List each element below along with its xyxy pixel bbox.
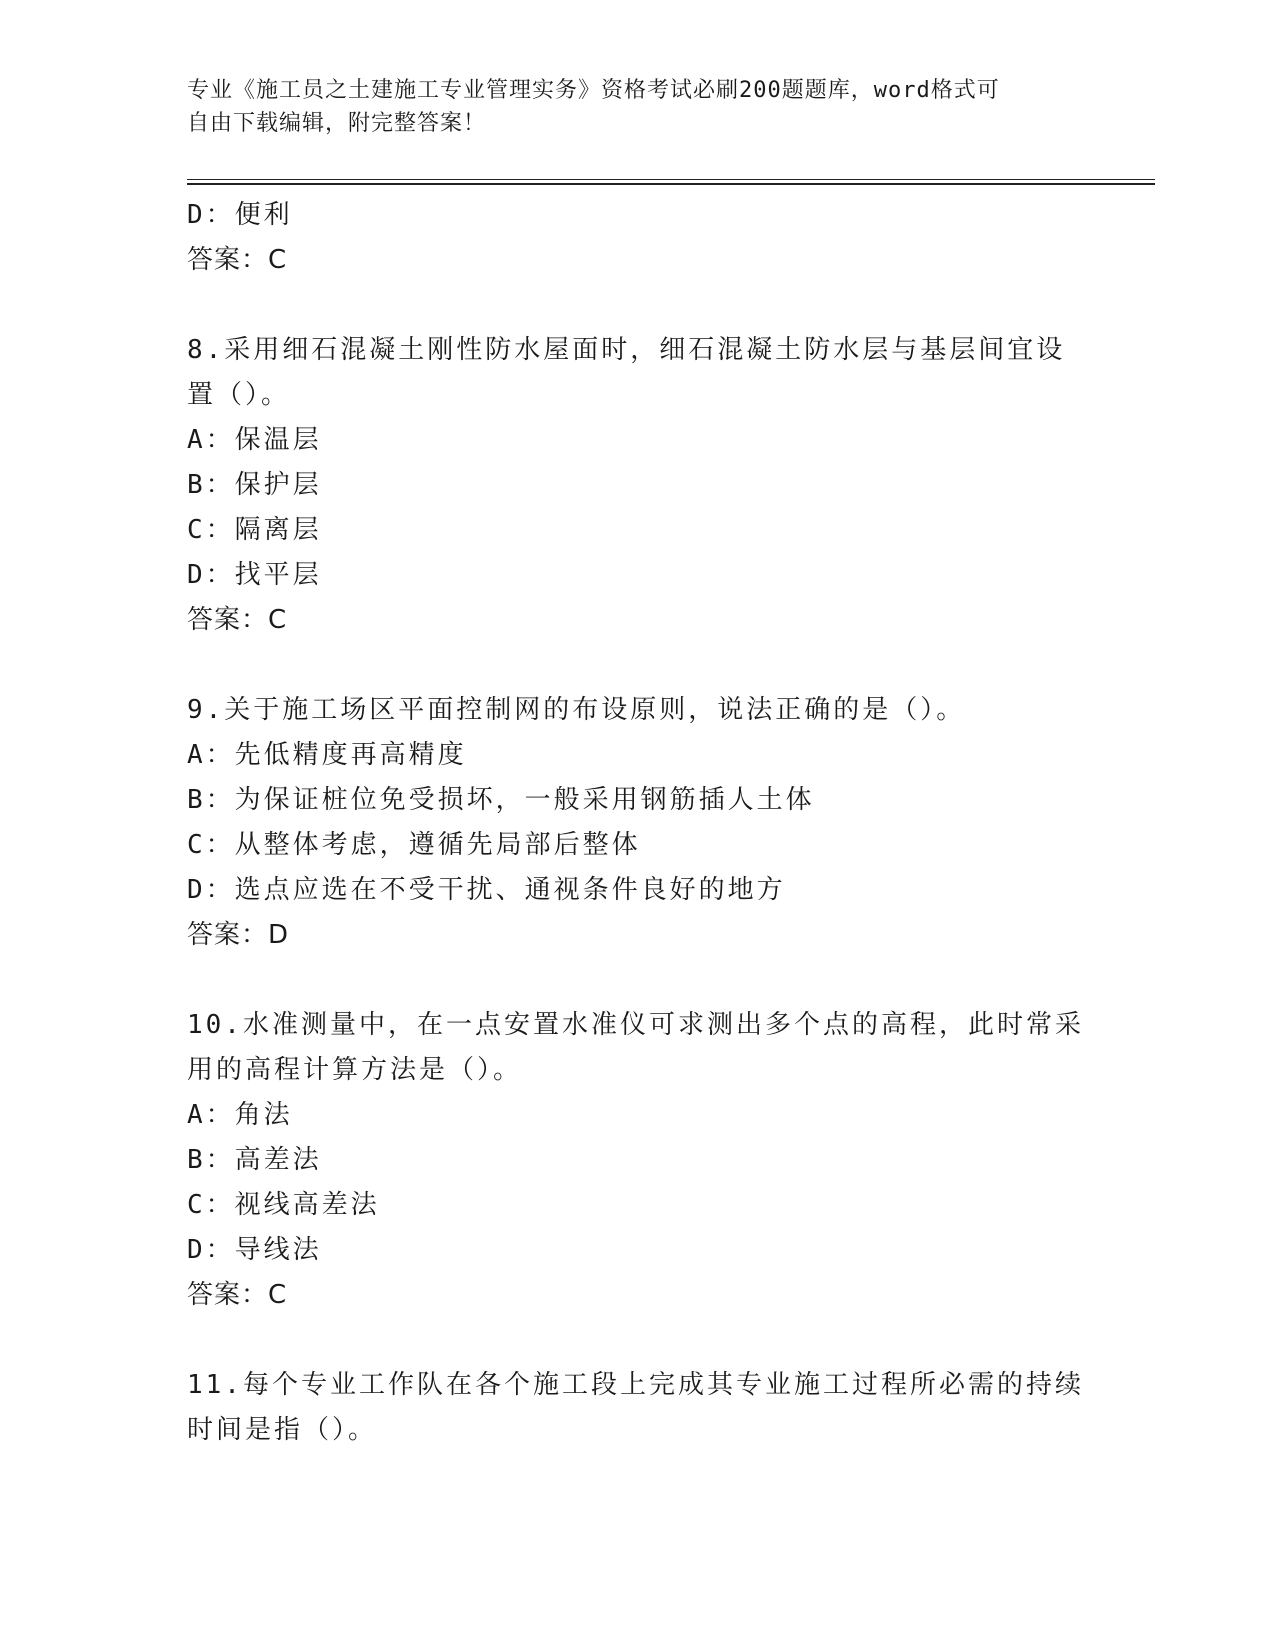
question-10	[187, 1003, 1087, 1318]
option-c: C：视线高差法	[187, 1190, 380, 1220]
option-c: C：隔离层	[187, 515, 322, 545]
answer-line: 答案：C	[187, 1280, 288, 1310]
header-line-2: 自由下载编辑，附完整答案！	[187, 111, 487, 136]
question-8	[187, 328, 1087, 643]
option-a: A：保温层	[187, 425, 322, 455]
question-text: 时间是指（）。	[187, 1415, 378, 1445]
question-11	[187, 1363, 1087, 1453]
question-list	[187, 193, 1087, 1453]
header-rule-thin	[187, 179, 1155, 180]
option-a: A：角法	[187, 1100, 293, 1130]
question-text: 11.每个专业工作队在各个施工段上完成其专业施工过程所必需的持续	[187, 1370, 1084, 1400]
answer-line: 答案：C	[187, 605, 288, 635]
option-b: B：高差法	[187, 1145, 322, 1175]
answer-line: 答案：C	[187, 245, 288, 275]
question-text: 10.水准测量中，在一点安置水准仪可求测出多个点的高程，此时常采	[187, 1010, 1084, 1040]
option-d: D：导线法	[187, 1235, 322, 1265]
spacer	[187, 283, 1087, 328]
spacer	[187, 643, 1087, 688]
header-line-1: 专业《施工员之土建施工专业管理实务》资格考试必刷200题题库，word格式可	[187, 78, 1000, 103]
option-b: B：为保证桩位免受损坏，一般采用钢筋插人土体	[187, 785, 815, 815]
spacer	[187, 1318, 1087, 1363]
option-d: D：找平层	[187, 560, 322, 590]
question-text: 8.采用细石混凝土刚性防水屋面时，细石混凝土防水层与基层间宜设	[187, 335, 1066, 365]
question-text: 置（）。	[187, 380, 291, 410]
question-7-tail	[187, 193, 1087, 283]
option-c: C：从整体考虑，遵循先局部后整体	[187, 830, 641, 860]
page-header	[187, 74, 1067, 140]
option-d: D：便利	[187, 200, 293, 230]
header-rule-thick	[187, 183, 1155, 185]
option-a: A：先低精度再高精度	[187, 740, 467, 770]
question-9	[187, 688, 1087, 958]
option-d: D：选点应选在不受干扰、通视条件良好的地方	[187, 875, 786, 905]
option-b: B：保护层	[187, 470, 322, 500]
spacer	[187, 958, 1087, 1003]
answer-line: 答案：D	[187, 920, 290, 950]
question-text: 用的高程计算方法是（）。	[187, 1055, 523, 1085]
question-text: 9.关于施工场区平面控制网的布设原则，说法正确的是（）。	[187, 695, 966, 725]
